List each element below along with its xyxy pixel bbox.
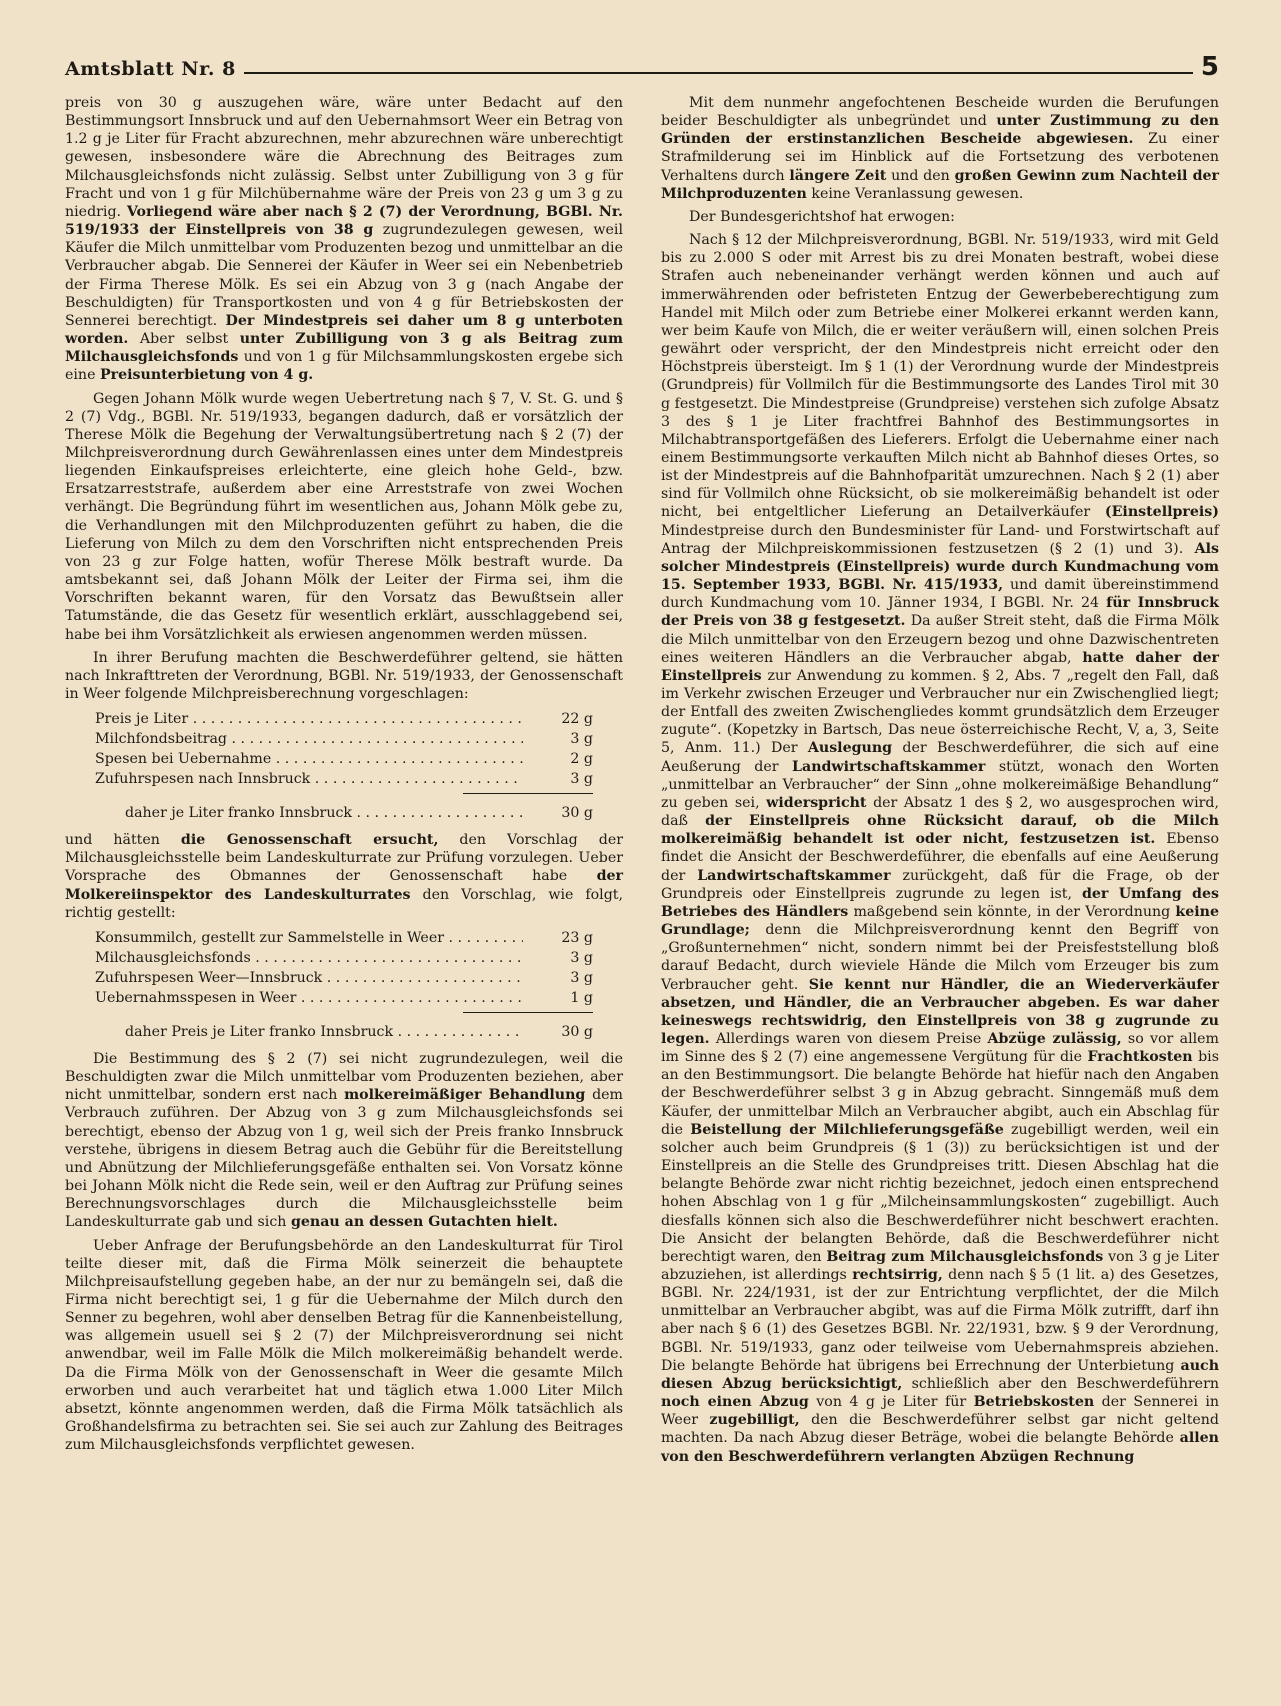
calc-row: Zufuhrspesen nach Innsbruck . . . 3 g — [95, 769, 593, 789]
calc-row: Milchausgleichsfonds . . . 3 g — [95, 948, 593, 968]
calc-row: Zufuhrspesen Weer—Innsbruck . . . 3 g — [95, 968, 593, 988]
text-columns — [65, 94, 1219, 1466]
calc-row: Milchfondsbeitrag . . . 3 g — [95, 729, 593, 749]
calc-total: daher Preis je Liter franko Innsbruck . . . 30 g — [95, 1022, 593, 1042]
page-number: 5 — [1200, 52, 1219, 82]
publication-title: Amtsblatt Nr. 8 — [65, 58, 236, 80]
right-column — [661, 94, 1219, 1466]
paragraph: und hätten die Genossenschaft ersucht, den Vorschlag der Milchausgleichsstelle beim Landeskulturrate zur Prüfung vorzulegen. Ueber Vorsprache des Obmannes der Genossenschaft habe der Molkereiinspektor des Landeskulturrates den Vorschlag, wie folgt, richtig gestellt: — [65, 832, 624, 921]
paragraph: preis von 30 g auszugehen wäre, wäre unter Bedacht auf den Bestimmungsort Innsbruck und auf den Uebernahmsort Weer ein Betrag von 1.2 g je Liter für Fracht abzurechnen, mehr abzurechnen wäre unberechtigt gewesen, insbesondere wäre die Abrechnung des Beitrages zum Milchausgleichsfonds nicht zulässig. Selbst unter Zubilligung von 3 g für Fracht und von 1 g für Milchübernahme wäre der Preis von 23 g um 3 g zu niedrig. Vorliegend wäre aber nach § 2 (7) der Verordnung, BGBl. Nr. 519/1933 der Einstellpreis von 38 g zugrundezulegen gewesen, weil Käufer die Milch unmittelbar vom Produzenten bezog und unmittelbar an die Verbraucher abgab. Die Sennerei der Käufer in Weer sei ein Nebenbetrieb der Firma Therese Mölk. Es sei ein Abzug von 3 g (nach Angabe der Beschuldigten) für Transportkosten und von 4 g für Betriebskosten der Sennerei berechtigt. Der Mindestpreis sei daher um 8 g unterboten worden. Aber selbst unter Zubilligung von 3 g als Beitrag zum Milchausgleichsfonds und von 1 g für Milchsammlungskosten ergebe sich eine Preisunterbietung von 4 g. — [65, 95, 624, 384]
paragraph: Gegen Johann Mölk wurde wegen Uebertretung nach § 7, V. St. G. und § 2 (7) Vdg., BGBl. Nr. 519/1933, begangen dadurch, daß er vorsätzlich der Therese Mölk die Begehung der Verwaltungsübertretung nach § 2 (7) der Milchpreisverordnung durch Gewährenlassen eines unter dem Mindestpreis liegenden Einkaufspreises erleichterte, eine gleich hohe Geld-, bzw. Ersatzarreststrafe, außerdem aber eine Arreststrafe von zwei Wochen verhängt. Die Begründung führt im wesentlichen aus, Johann Mölk gebe zu, die Verhandlungen mit den Milchproduzenten geführt zu haben, die die Lieferung von Milch zu dem den Vorschriften nicht entsprechenden Preis von 23 g zur Folge hatten, wofür Therese Mölk bestraft wurde. Da amtsbekannt sei, daß Johann Mölk der Leiter der Firma sei, ihm die Vorschriften bekannt waren, für den Vorsatz das Bewußtsein aller Tatumstände, die das Gesetz für wesentlich erklärt, ausschlaggebend sei, habe bei ihm Vorsätzlichkeit als erwiesen angenommen werden müssen. — [65, 390, 623, 643]
price-calculation-1 — [95, 709, 593, 823]
sum-rule — [463, 793, 593, 795]
paragraph: Mit dem nunmehr angefochtenen Bescheide wurden die Berufungen beider Beschuldigter als unbegründet und unter Zustimmung zu den Gründen der erstinstanzlichen Bescheide abgewiesen. Zu einer Strafmilderung sei im Hinblick auf die Fortsetzung des verbotenen Verhaltens durch längere Zeit und den großen Gewinn zum Nachteil der Milchproduzenten keine Veranlassung gewesen. — [661, 95, 1220, 202]
left-column — [65, 94, 623, 1466]
sum-rule — [463, 1012, 593, 1014]
paragraph: In ihrer Berufung machten die Beschwerdeführer geltend, sie hätten nach Inkrafttreten der Verordnung, BGBl. Nr. 519/1933, der Genossenschaft in Weer folgende Milchpreisberechnung vorgeschlagen: — [65, 649, 623, 702]
paragraph: Der Bundesgerichtshof hat erwogen: — [689, 208, 955, 225]
paragraph: Ueber Anfrage der Berufungsbehörde an den Landeskulturrat für Tirol teilte dieser mit, daß die Firma Mölk seinerzeit die behauptete Milchpreisaufstellung gegeben habe, an der nur zu bemängeln sei, daß die Firma nicht berechtigt sei, 1 g für die Uebernahme der Milch durch den Senner zu begehren, wohl aber denselben Betrag für die Kannenbeistellung, was allgemein usuell sei § 2 (7) der Milchpreisverordnung sei nicht anwendbar, weil im Falle Mölk die Milch molkereimäßig behandelt werde. Da die Firma Mölk von der Genossenschaft in Weer die gesamte Milch erworben und auch verarbeitet hat und täglich etwa 1.000 Liter Milch absetzt, könnte angenommen werden, daß die Firma Mölk tatsächlich als Großhandelsfirma zu betrachten sei. Sie sei auch zur Zahlung des Beitrages zum Milchausgleichsfonds verpflichtet gewesen. — [65, 1237, 623, 1454]
page-header — [65, 50, 1219, 80]
calc-row: Spesen bei Uebernahme . . . 2 g — [95, 749, 593, 769]
calc-row: Uebernahmsspesen in Weer . . . 1 g — [95, 988, 593, 1008]
calc-total: daher je Liter franko Innsbruck . . . 30 g — [95, 803, 593, 823]
paragraph: Nach § 12 der Milchpreisverordnung, BGBl. Nr. 519/1933, wird mit Geld bis zu 2.000 S oder mit Arrest bis zu drei Monaten bestraft, wobei diese Strafen auch nebeneinander verhängt werden können und auch auf immerwährenden oder befristeten Entzug der Gewerbeberechtigung zum Handel mit Milch oder zum Betriebe einer Molkerei erkannt werden kann, wer beim Kaufe von Milch, die er weiter veräußern will, einen solchen Preis gewährt oder verspricht, der den Mindestpreis nicht erreicht oder den Höchstpreis übersteigt. Im § 1 (1) der Verordnung wurde der Mindestpreis (Grundpreis) für Vollmilch für die Bestimmungsorte des Landes Tirol mit 30 g festgesetzt. Die Mindestpreise (Grundpreise) verstehen sich zufolge Absatz 3 des § 1 je Liter frachtfrei Bahnhof des Bestimmungsortes in Milchabtransportgefäßen des Lieferers. Erfolgt die Uebernahme einer nach einem Bestimmungsorte verkauften Milch nicht ab Bahnhof dieses Ortes, so ist der Mindestpreis auf die Bahnhofparität umzurechnen. Nach § 2 (1) aber sind für Vollmilch ohne Rücksicht, ob sie molkereimäßig behandelt ist oder nicht, bei entgeltlicher Lieferung an Detailverkäufer (Einstellpreis) Mindestpreise durch den Bundesminister für Land- und Forstwirtschaft auf Antrag der Milchpreiskommissionen festzusetzen (§ 2 (1) und 3). Als solcher Mindestpreis (Einstellpreis) wurde durch Kundmachung vom 15. September 1933, BGBl. Nr. 415/1933, und damit übereinstimmend durch Kundmachung vom 10. Jänner 1934, I BGBl. Nr. 24 für Innsbruck der Preis von 38 g festgesetzt. Da außer Streit steht, daß die Firma Mölk die Milch unmittelbar von den Erzeugern bezog und ohne Dazwischentreten eines weiteren Händlers an die Verbraucher abgab, hatte daher der Einstellpreis zur Anwendung zu kommen. § 2, Abs. 7 „regelt den Fall, daß im Verkehr zwischen Erzeuger und Verbraucher nur ein Zwischenglied liegt; der Entfall des zweiten Zwischengliedes kommt grundsätzlich dem Erzeuger zugute“. (Kopetzky in Bartsch, Das neue österreichische Recht, V, a, 3, Seite 5, Anm. 11.) Der Auslegung der Beschwerdeführer, die sich auf eine Aeußerung der Landwirtschaftskammer stützt, wonach den Worten „unmittelbar an Verbraucher“ der Sinn „ohne molkereimäßige Behandlung“ zu geben sei, widerspricht der Absatz 1 des § 2, wo ausgesprochen wird, daß der Einstellpreis ohne Rücksicht darauf, ob die Milch molkereimäßig behandelt ist oder nicht, festzusetzen ist. Ebenso findet die Ansicht der Beschwerdeführer, die ebenfalls auf eine Aeußerung der Landwirtschaftskammer zurückgeht, daß für die Frage, ob der Grundpreis oder Einstellpreis zugrunde zu legen ist, der Umfang des Betriebes des Händlers maßgebend sein könnte, in der Verordnung keine Grundlage; denn die Milchpreisverordnung kennt den Begriff von „Großunternehmen“ nicht, sondern nimmt bei der Preisfeststellung bloß darauf Bedacht, durch wieviele Hände die Milch vom Erzeuger bis zum Verbraucher geht. Sie kennt nur Händler, die an Wiederverkäufer absetzen, und Händler, die an Verbraucher abgeben. Es war daher keineswegs rechtswidrig, den Einstellpreis von 38 g zugrunde zu legen. Allerdings waren von diesem Preise Abzüge zulässig, so vor allem im Sinne des § 2 (7) eine angemessene Vergütung für die Frachtkosten bis an den Bestimmungsort. Die belangte Behörde hat hiefür nach den Angaben der Beschwerdeführer selbst 3 g in Abzug gebracht. Sinngemäß muß dem Käufer, der unmittelbar Milch an Verbraucher abgibt, auch ein Abschlag für die Beistellung der Milchlieferungsgefäße zugebilligt werden, weil ein solcher auch beim Grundpreis (§ 1 (3)) zu berücksichtigen ist und der Einstellpreis an die Stelle des Grundpreises tritt. Diesen Abschlag hat die belangte Behörde zwar nicht richtig bezeichnet, jedoch einen entsprechend hohen Abschlag von 1 g für „Milcheinsammlungskosten“ zugebilligt. Auch diesfalls können sich also die Beschwerdeführer nicht beschwert erachten. Die Ansicht der belangten Behörde, daß die Beschwerdeführer nicht berechtigt waren, den Beitrag zum Milchausgleichsfonds von 3 g je Liter abzuziehen, ist allerdings rechtsirrig, denn nach § 5 (1 lit. a) des Gesetzes, BGBl. Nr. 224/1931, ist der zur Entrichtung verpflichtet, der die Milch unmittelbar an Verbraucher abgibt, was auf die Firma Mölk zutrifft, darf ihn aber nach § 6 (1) des Gesetzes BGBl. Nr. 22/1931, bzw. § 9 der Verordnung, BGBl. Nr. 519/1933, ganz oder teilweise vom Uebernahmspreis abziehen. Die belangte Behörde hat übrigens bei Errechnung der Unterbietung auch diesen Abzug berücksichtigt, schließlich aber den Beschwerdeführern noch einen Abzug von 4 g je Liter für Betriebskosten der Sennerei in Weer zugebilligt, den die Beschwerdeführer selbst gar nicht geltend machten. Da nach Abzug dieser Beträge, wobei die belangte Behörde allen von den Beschwerdeführern verlangten Abzügen Rechnung — [661, 232, 1220, 1465]
price-calculation-2 — [95, 928, 593, 1042]
header-rule — [244, 72, 1193, 74]
calc-row: Preis je Liter . . . 22 g — [95, 709, 593, 729]
paragraph: Die Bestimmung des § 2 (7) sei nicht zugrundezulegen, weil die Beschuldigten zwar die Milch unmittelbar vom Produzenten beziehen, aber nicht unmittelbar, sondern erst nach molkereimäßiger Behandlung dem Verbrauch zuführen. Der Abzug von 3 g zum Milchausgleichsfonds sei berechtigt, ebenso der Abzug von 1 g, weil sich der Preis franko Innsbruck verstehe, übrigens in diesem Betrag auch die Gebühr für die Bereitstellung und Abnützung der Milchlieferungsgefäße enthalten sei. Von Vorsatz könne bei Johann Mölk nicht die Rede sein, weil er den Auftrag zur Prüfung seines Berechnungsvorschlages durch die Milchausgleichsstelle beim Landeskulturrate gab und sich genau an dessen Gutachten hielt. — [65, 1050, 623, 1231]
calc-row: Konsummilch, gestellt zur Sammelstelle in Weer . . . 23 g — [95, 928, 593, 948]
